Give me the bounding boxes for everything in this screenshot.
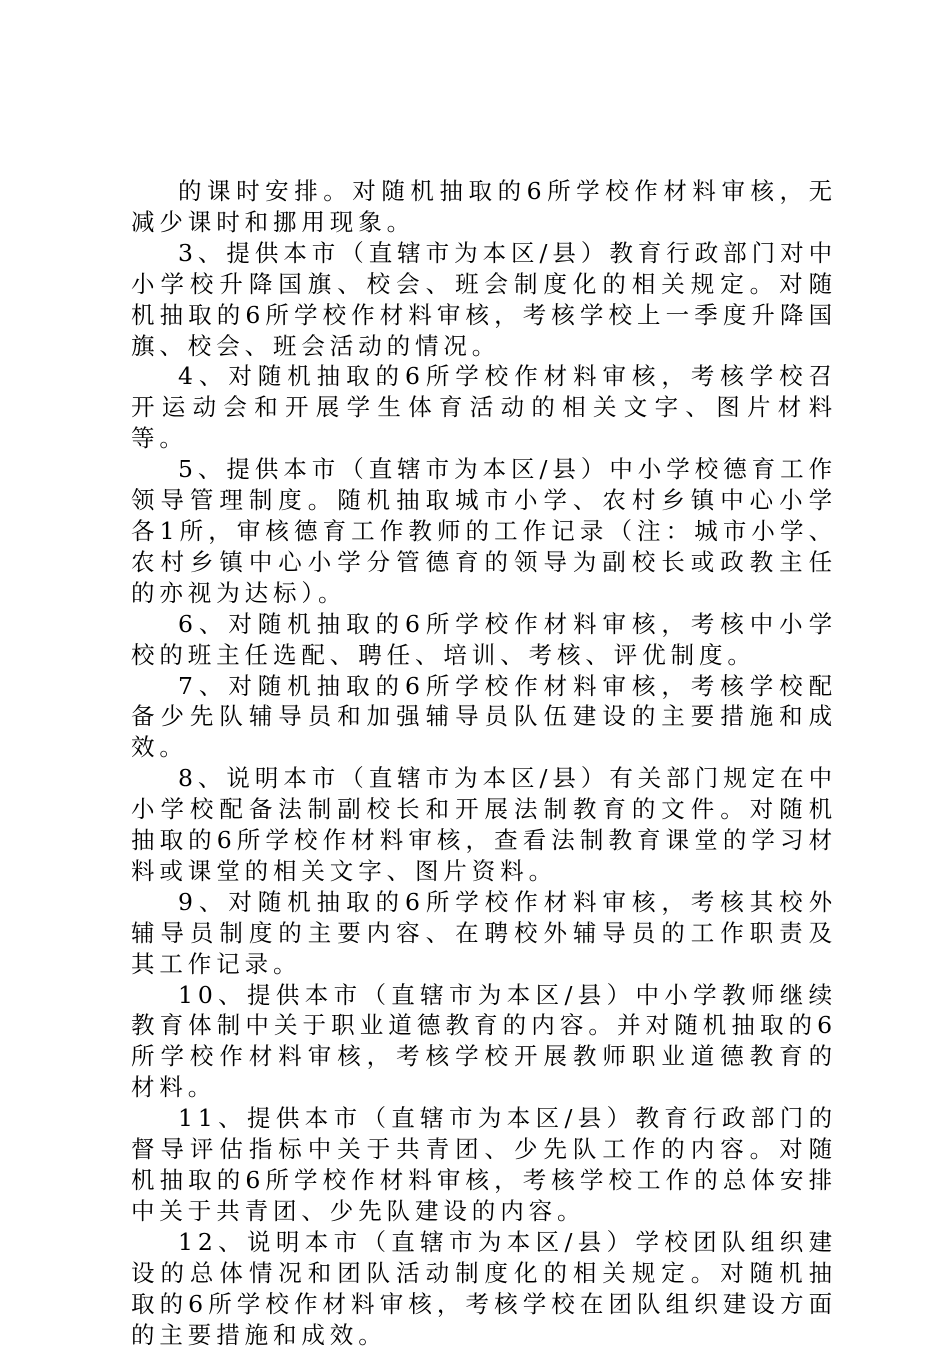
paragraph-item-3: 3、提供本市（直辖市为本区/县）教育行政部门对中小学校升降国旗、校会、班会制度化的相关规定。对随机抽取的6所学校作材料审核，考核学校上一季度升降国旗、校会、班会活动的情况。 xyxy=(131,238,837,360)
paragraph-item-6: 6、对随机抽取的6所学校作材料审核，考核中小学校的班主任选配、聘任、培训、考核、评优制度。 xyxy=(131,609,837,669)
paragraph-continuation: 的课时安排。对随机抽取的6所学校作材料审核，无减少课时和挪用现象。 xyxy=(131,177,837,236)
paragraph-item-7: 7、对随机抽取的6所学校作材料审核，考核学校配备少先队辅导员和加强辅导员队伍建设的主要措施和成效。 xyxy=(131,671,837,762)
paragraph-item-4: 4、对随机抽取的6所学校作材料审核，考核学校召开运动会和开展学生体育活动的相关文字、图片材料等。 xyxy=(131,362,837,453)
paragraph-item-10: 10、提供本市（直辖市为本区/县）中小学教师继续教育体制中关于职业道德教育的内容。并对随机抽取的6所学校作材料审核，考核学校开展教师职业道德教育的材料。 xyxy=(131,980,837,1102)
paragraph-item-9: 9、对随机抽取的6所学校作材料审核，考核其校外辅导员制度的主要内容、在聘校外辅导员的工作职责及其工作记录。 xyxy=(131,887,837,978)
document-body xyxy=(131,176,837,1350)
paragraph-item-5: 5、提供本市（直辖市为本区/县）中小学校德育工作领导管理制度。随机抽取城市小学、农村乡镇中心小学各1所，审核德育工作教师的工作记录（注：城市小学、农村乡镇中心小学分管德育的领导为副校长或政教主任的亦视为达标）。 xyxy=(131,455,837,607)
paragraph-item-12: 12、说明本市（直辖市为本区/县）学校团队组织建设的总体情况和团队活动制度化的相关规定。对随机抽取的6所学校作材料审核，考核学校在团队组织建设方面的主要措施和成效。 xyxy=(131,1227,837,1349)
paragraph-item-8: 8、说明本市（直辖市为本区/县）有关部门规定在中小学校配备法制副校长和开展法制教育的文件。对随机抽取的6所学校作材料审核，查看法制教育课堂的学习材料或课堂的相关文字、图片资料。 xyxy=(131,764,837,885)
paragraph-item-11: 11、提供本市（直辖市为本区/县）教育行政部门的督导评估指标中关于共青团、少先队工作的内容。对随机抽取的6所学校作材料审核，考核学校工作的总体安排中关于共青团、少先队建设的内容。 xyxy=(131,1104,837,1225)
